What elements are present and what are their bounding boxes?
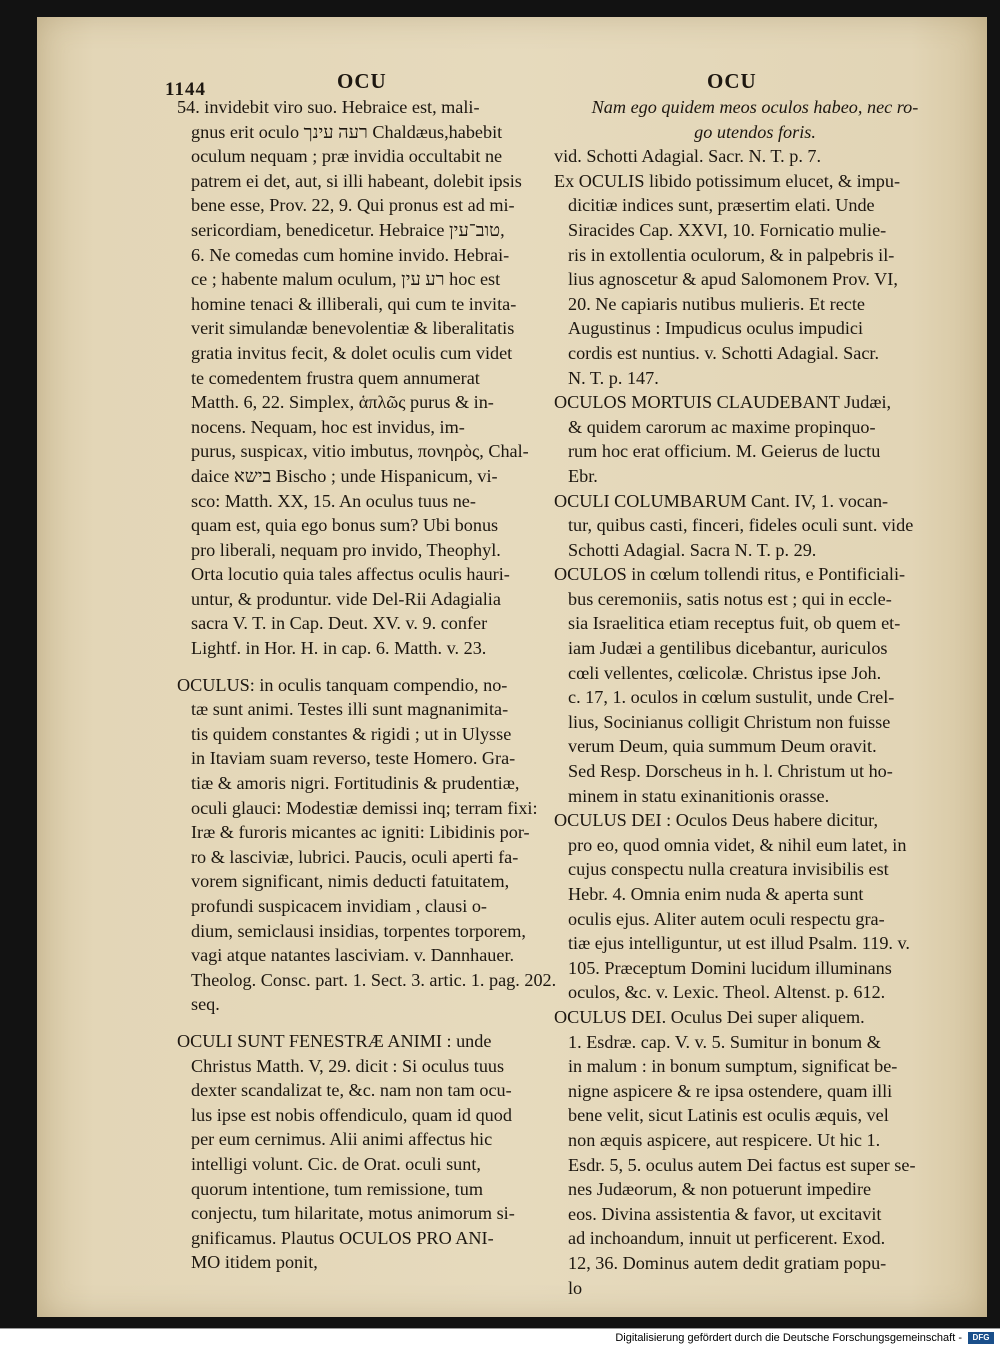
text-line: oculis ejus. Aliter autem oculi respectu gra-: [568, 908, 885, 929]
text-line: cordis est nuntius. v. Schotti Adagial. Sacr.: [568, 342, 880, 363]
text-line: 54. invidebit viro suo. Hebraice est, mali-: [177, 97, 480, 117]
text-line: tiæ & amoris nigri. Fortitudinis & prudentiæ,: [191, 773, 520, 794]
text-line: Theolog. Consc. part. 1. Sect. 3. artic. 1. pag. 202.: [191, 969, 557, 990]
text-line: gnus erit oculo רעה עינך Chaldæus,habebit: [191, 121, 503, 142]
book-page: [37, 17, 987, 1317]
dfg-logo-icon: DFG: [968, 1332, 994, 1344]
text-line: profundi suspicacem invidiam , clausi o-: [191, 896, 487, 916]
text-line: in malum : in bonum sumptum, significat be-: [568, 1056, 898, 1077]
text-line: tur, quibus casti, finceri, fideles oculi sunt. vide: [568, 515, 914, 536]
text-line: bene esse, Prov. 22, 9. Qui pronus est ad mi-: [191, 195, 515, 216]
text-line: homine tenaci & illiberali, qui cum te invita-: [191, 293, 517, 314]
text-line: 6. Ne comedas cum homine invido. Hebrai-: [191, 244, 510, 265]
text-line: seq.: [191, 994, 220, 1015]
text-line: lius, Socinianus colligit Christum non fuisse: [568, 711, 891, 732]
page-number: 1144: [165, 79, 206, 100]
text-line: nes Judæorum, & non potuerunt impedire: [568, 1179, 872, 1200]
text-line: OCULUS DEI : Oculos Deus habere dicitur,: [554, 810, 879, 831]
text-line: ce ; habente malum oculum, רע עין hoc est: [191, 269, 501, 290]
text-line: sacra V. T. in Cap. Deut. XV. v. 9. confer: [191, 613, 488, 634]
text-line: eos. Divina assistentia & favor, ut excitavit: [568, 1203, 882, 1224]
text-line: cujus conspectu nulla creatura invisibilis est: [568, 859, 889, 880]
text-line: verum Deum, quia summum Deum oravit.: [568, 736, 877, 757]
text-line: OCULOS in cœlum tollendi ritus, e Pontificiali-: [554, 564, 906, 585]
text-line: iam Judæi a gentilibus dicebantur, auriculos: [568, 638, 888, 659]
text-line: & quidem carorum ac maxime propinquo-: [568, 416, 876, 437]
text-line: gnificamus. Plautus OCULOS PRO ANI-: [191, 1227, 494, 1248]
text-line: purus, suspicax, vitio imbutus, πονηρὸς, Chal-: [191, 441, 529, 462]
text-line: Iræ & furoris micantes ac igniti: Libidinis por-: [191, 822, 530, 843]
running-header-left: OCU: [337, 69, 387, 93]
left-text-column: [177, 95, 565, 1275]
text-line: tæ sunt animi. Testes illi sunt magnanimita-: [191, 699, 509, 720]
text-line: 1. Esdræ. cap. V. v. 5. Sumitur in bonum &: [568, 1031, 881, 1052]
text-line: te comedentem frustra quem annumerat: [191, 367, 480, 388]
text-line: nigne aspicere & re ipsa ostendere, quam illi: [568, 1080, 893, 1101]
text-line: vid. Schotti Adagial. Sacr. N. T. p. 7.: [554, 146, 822, 167]
text-line: OCULI COLUMBARUM Cant. IV, 1. vocan-: [554, 490, 889, 511]
text-line: vagi atque natantes lasciviam. v. Dannhauer.: [191, 945, 515, 966]
text-line: OCULOS MORTUIS CLAUDEBANT Judæi,: [554, 392, 892, 413]
text-line: bus ceremoniis, satis notus est ; qui in eccle-: [568, 588, 892, 609]
text-line: ro & lasciviæ, lubrici. Paucis, oculi aperti fa-: [191, 846, 519, 867]
text-line: bene velit, sicut Latinis est oculis æquis, vel: [568, 1105, 889, 1126]
text-line: Sed Resp. Dorscheus in h. l. Christum ut ho-: [568, 761, 893, 782]
text-line: verit simulandæ benevolentiæ & liberalitatis: [191, 318, 515, 339]
text-line: per eum cernimus. Alii animi affectus hic: [191, 1129, 493, 1150]
footer-credit: Digitalisierung gefördert durch die Deutsche Forschungsgemeinschaft -: [615, 1332, 962, 1344]
text-line: lius agnoscetur & apud Salomonem Prov. VI,: [568, 269, 898, 290]
text-line: 12, 36. Dominus autem dedit gratiam popu-: [568, 1252, 887, 1273]
text-line: OCULUS DEI. Oculus Dei super aliquem.: [554, 1006, 865, 1027]
text-line: Augustinus : Impudicus oculus impudici: [568, 318, 864, 339]
text-line: sericordiam, benedicetur. Hebraice טוב־עין,: [191, 219, 505, 240]
text-line: pro liberali, nequam pro invido, Theophyl.: [191, 539, 501, 560]
text-line: patrem ei det, aut, si illi habeant, dolebit ipsis: [191, 170, 522, 191]
text-line: 105. Præceptum Domini lucidum illuminans: [568, 957, 892, 978]
text-line: nocens. Nequam, hoc est invidus, im-: [191, 416, 465, 437]
text-line: oculos, &c. v. Lexic. Theol. Altenst. p. 612.: [568, 982, 886, 1003]
text-line: Nam ego quidem meos oculos habeo, nec ro-: [591, 97, 919, 117]
text-line: cœli vellentes, cœlicolæ. Christus ipse Joh.: [568, 662, 882, 683]
text-line: quam est, quia ego bonus sum? Ubi bonus: [191, 515, 499, 536]
text-line: Esdr. 5, 5. oculus autem Dei factus est super se-: [568, 1154, 916, 1175]
text-line: Schotti Adagial. Sacra N. T. p. 29.: [568, 539, 817, 560]
text-line: in Itaviam suam reverso, teste Homero. Gra-: [191, 748, 516, 769]
text-line: non æquis aspicere, aut respicere. Ut hic 1.: [568, 1129, 881, 1150]
text-line: gratia invitus fecit, & dolet oculis cum videt: [191, 342, 513, 363]
text-line: OCULI SUNT FENESTRÆ ANIMI : unde: [177, 1030, 492, 1051]
text-line: ris in extollentia oculorum, & in palpebris il-: [568, 244, 895, 265]
text-line: sco: Matth. XX, 15. An oculus tuus ne-: [191, 490, 476, 511]
text-line: daice בישא Bischo ; unde Hispanicum, vi-: [191, 465, 498, 486]
text-line: Ex OCULIS libido potissimum elucet, & impu-: [554, 170, 901, 191]
paragraph-gap: [177, 1017, 565, 1029]
text-line: lo: [568, 1277, 583, 1298]
paragraph-gap: [177, 661, 565, 673]
text-line: tis quidem constantes & rigidi ; ut in Ulysse: [191, 723, 512, 744]
text-line: MO itidem ponit,: [191, 1252, 318, 1273]
text-line: minem in statu exinanitionis orasse.: [568, 785, 830, 806]
text-line: dium, semiclausi insidias, torpentes torporem,: [191, 920, 526, 941]
text-line: Hebr. 4. Omnia enim nuda & aperta sunt: [568, 884, 864, 904]
text-line: oculum nequam ; præ invidia occultabit ne: [191, 146, 503, 167]
text-line: Siracides Cap. XXVI, 10. Fornicatio mulie-: [568, 219, 887, 240]
text-line: quorum intentione, tum remissione, tum: [191, 1178, 483, 1199]
text-line: intelligi volunt. Cic. de Orat. oculi sunt,: [191, 1153, 481, 1174]
text-line: N. T. p. 147.: [568, 367, 659, 388]
text-line: c. 17, 1. oculos in cœlum sustulit, unde Crel-: [568, 687, 895, 708]
digitization-footer: [0, 1328, 1000, 1348]
text-line: Lightf. in Hor. H. in cap. 6. Matth. v. 23.: [191, 638, 487, 659]
text-line: OCULUS: in oculis tanquam compendio, no-: [177, 674, 508, 695]
text-line: lus ipse est nobis offendiculo, quam id quod: [191, 1104, 512, 1125]
text-line: oculi glauci: Modestiæ demissi inq; terram fixi:: [191, 797, 538, 818]
text-line: tiæ ejus intelliguntur, ut est illud Psalm. 119. v.: [568, 933, 910, 954]
text-line: vorem significant, nimis deducti fatuitatem,: [191, 871, 510, 892]
text-line: Matth. 6, 22. Simplex, ἁπλῶς purus & in-: [191, 392, 494, 413]
text-line: Orta locutio quia tales affectus oculis hauri-: [191, 564, 510, 585]
text-line: dicitiæ indices sunt, præsertim elati. Unde: [568, 195, 875, 216]
text-line: rum hoc erat officium. M. Geierus de luctu: [568, 441, 881, 462]
running-header-right: OCU: [707, 69, 757, 93]
right-text-column: [554, 95, 956, 1300]
text-line: conjectu, tum hilaritate, motus animorum si-: [191, 1203, 515, 1224]
text-line: ad inchoandum, innuit ut perficerent. Exod.: [568, 1228, 886, 1249]
text-line: pro eo, quod omnia videt, & nihil eum latet, in: [568, 834, 907, 855]
text-line: Christus Matth. V, 29. dicit : Si oculus tuus: [191, 1055, 505, 1076]
text-line: dexter scandalizat te, &c. nam non tam ocu-: [191, 1080, 512, 1101]
text-line: untur, & produntur. vide Del-Rii Adagialia: [191, 588, 501, 609]
text-line: sia Israelitica etiam receptus fuit, ob quem et-: [568, 613, 901, 634]
text-line: go utendos foris.: [694, 121, 816, 142]
text-line: Ebr.: [568, 465, 598, 486]
text-line: 20. Ne capiaris nutibus mulieris. Et recte: [568, 293, 865, 314]
